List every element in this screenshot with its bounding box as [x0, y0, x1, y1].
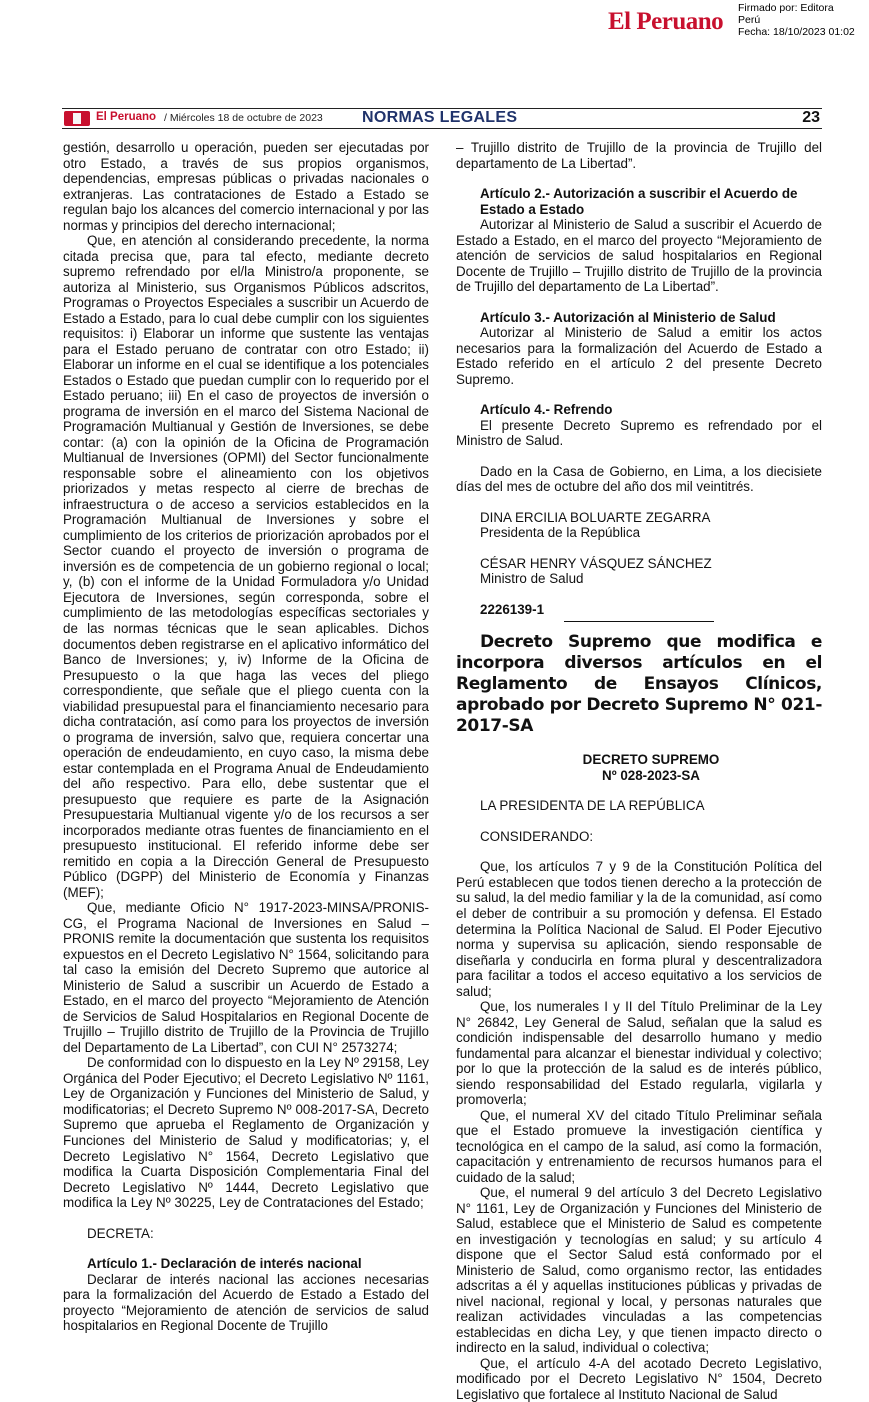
- left-column: [63, 140, 429, 1334]
- spacer: [456, 587, 822, 602]
- spacer: [456, 844, 822, 859]
- signatory-2-role: Ministro de Salud: [480, 571, 584, 587]
- signature-date: Fecha: 18/10/2023 01:02: [738, 26, 855, 38]
- signatory-1-name: DINA ERCILIA BOLUARTE ZEGARRA: [480, 509, 711, 525]
- page-header: [62, 108, 822, 130]
- decree-label: DECRETO SUPREMO: [582, 752, 720, 768]
- signatory-2-name: CÉSAR HENRY VÁSQUEZ SÁNCHEZ: [480, 555, 712, 571]
- paragraph: Que, los artículos 7 y 9 de la Constitución Política del Perú establecen que todos tienen derecho a la protección de su salud, la del medio familiar y la de la comunidad, así como el deber de contribuir a su promoción y defensa. El Estado determina la Política Nacional de Salud. El Poder Ejecutivo norma y supervisa su aplicación, siendo responsable de diseñarla y conducirla en forma plural y descentralizadora para facilitar a todos el acceso equitativo a los servicios de salud;: [456, 859, 822, 999]
- spacer: [456, 295, 822, 310]
- decree-number: Nº 028-2023-SA: [602, 767, 700, 783]
- spacer: [456, 814, 822, 829]
- paragraph: – Trujillo distrito de Trujillo de la provincia de Trujillo del departamento de La Libertad”.: [456, 140, 822, 171]
- paragraph: Que, el artículo 4-A del acotado Decreto Legislativo, modificado por el Decreto Legislativo N° 1504, Decreto Legislativo que fortalece al Instituto Nacional de Salud: [456, 1355, 822, 1402]
- spacer: [456, 541, 822, 556]
- considerando-heading: CONSIDERANDO:: [480, 828, 594, 844]
- document-code: 2226139-1: [480, 601, 545, 617]
- article-3-title: Artículo 3.- Autorización al Ministerio de Salud: [480, 309, 776, 325]
- signature-signed-by: Firmado por: Editora: [738, 2, 834, 14]
- decreta-heading: DECRETA:: [87, 1225, 154, 1241]
- dado-paragraph: Dado en la Casa de Gobierno, en Lima, a los diecisiete días del mes de octubre del año dos mil veintitrés.: [456, 463, 822, 495]
- spacer: [456, 449, 822, 464]
- paragraph: Que, los numerales I y II del Título Preliminar de la Ley N° 26842, Ley General de Salud, señalan que la salud es condición indispensable del desarrollo humano y medio fundamental para alcanzar el bienestar individual y colectivo; por lo que la protección de la salud es de interés público, siendo responsabilidad del Estado regularla, vigilarla y promoverla;: [456, 999, 822, 1108]
- spacer: [456, 737, 822, 752]
- right-column: [456, 140, 822, 1402]
- article-3-body: Autorizar al Ministerio de Salud a emitir los actos necesarios para la formalización del Acuerdo de Estado a Estado referido en el artículo 2 del presente Decreto Supremo.: [456, 325, 822, 387]
- spacer: [456, 495, 822, 510]
- separator-rule: [564, 621, 714, 622]
- article-4-title: Artículo 4.- Refrendo: [480, 402, 613, 418]
- paragraph: Que, en atención al considerando precedente, la norma citada precisa que, para tal efecto, mediante decreto supremo refrendado por el/la Ministro/a proponente, se autoriza al Ministerio, sus Organismos Públicos adscritos, Programas o Proyectos Especiales a suscribir un Acuerdo de Estado a Estado, para lo cual debe cumplir con los siguientes requisitos: i) Elaborar un informe que sustente las ventajas para el Estado peruano de contratar con otro Estado; ii) Elaborar un informe en el cual se identifique a los potenciales Estados o Estado que puedan cumplir con lo requerido por el Estado peruano; iii) En el caso de proyectos de inversión o programa de inversión en el marco del Sistema Nacional de Programación Multianual y Gestión de Inversiones, se debe contar: (a) con la opinión de la Oficina de Programación Multianual de Inversiones (OPMI) del Sector funcionalmente responsable sobre el alineamiento con los objetivos priorizados y metas respecto al cierre de brechas de infraestructura o de acceso a servicios establecidos en la Programación Multianual de Inversiones y sobre el cumplimiento de los criterios de priorización aprobados por el Sector cuando el proyecto de inversión o programa de inversión es de competencia de un gobierno regional o local; y, (b) con el informe de la Unidad Formuladora y/o Unidad Ejecutora de Inversiones, según corresponda, sobre el cumplimiento de las metodologías específicas sectoriales y de las normas técnicas que le sean aplicables. Dichos documentos deben registrarse en el aplicativo informático del Banco de Inversiones; y, iv) Informe de la Oficina de Presupuesto o la que haga las veces del pliego correspondiente, que señale que el pliego cuenta con la viabilidad presupuestal para el financiamiento necesario para dicha contratación, así como para los proyectos de inversión o programa de inversión, salvo que, requiera concertar una operación de endeudamiento, en cuyo caso, la misma debe estar contemplada en el Programa Anual de Endeudamiento del año respectivo. Para ello, debe sustentar que el presupuesto que requiere es parte de la Asignación Presupuestaria Multianual vigente y/o de los recursos a ser incorporados mediante otras fuentes de financiamiento en el presupuesto institucional. El referido informe debe ser remitido en copia a la Dirección General de Presupuesto Público (DGPP) del Ministerio de Economía y Finanzas (MEF);: [63, 233, 429, 900]
- signature-signed-by-2: Perú: [738, 14, 761, 26]
- page-number: 23: [802, 109, 820, 126]
- spacer: [63, 1241, 429, 1256]
- header-rule-bottom: [62, 128, 822, 129]
- paragraph: Que, el numeral XV del citado Título Preliminar señala que el Estado promueve la investigación científica y tecnológica en el campo de la salud, así como la formación, capacitación y entrenamiento de recursos humanos para el cuidado de la salud;: [456, 1107, 822, 1185]
- article-2-body: Autorizar al Ministerio de Salud a suscribir el Acuerdo de Estado a Estado, en el marco del proyecto “Mejoramiento de atención de servicios de salud hospitalarios en Regional Docente de Trujillo – Trujillo distrito de Trujillo de la provincia de Trujillo del departamento de La Libertad”.: [456, 217, 822, 295]
- coat-of-arms-icon: [64, 111, 90, 126]
- header-date: / Miércoles 18 de octubre de 2023: [164, 112, 323, 124]
- spacer: [456, 783, 822, 798]
- paragraph: gestión, desarrollo u operación, pueden ser ejecutadas por otro Estado, a través de sus propios organismos, dependencias, empresas públicas o privadas nacionales o extranjeras. Las contrataciones de Estado a Estado se regulan bajo los alcances del comercio internacional y por las normas y principios del derecho internacional;: [63, 140, 429, 233]
- decree-title: Decreto Supremo que modifica e incorpora diversos artículos en el Reglamento de Ensayos Clínicos, aprobado por Decreto Supremo N° 021-2017-SA: [456, 632, 822, 737]
- spacer: [63, 1211, 429, 1226]
- paragraph: Que, mediante Oficio N° 1917-2023-MINSA/PRONIS-CG, el Programa Nacional de Inversiones en Salud – PRONIS remite la documentación que sustenta los requisitos expuestos en el Decreto Legislativo N° 1564, solicitando para tal caso la emisión del Decreto Supremo que autorice al Ministerio de Salud a suscribir un Acuerdo de Estado a Estado, en el marco del proyecto “Mejoramiento de Atención de Servicios de Salud Hospitalarios en Regional Docente de Trujillo – Trujillo distrito de Trujillo de la Provincia de Trujillo del Departamento de La Libertad”, con CUI N° 2573274;: [63, 900, 429, 1055]
- signatory-1-role: Presidenta de la República: [480, 525, 641, 541]
- signature-logo: El Peruano: [608, 8, 724, 35]
- presidenta-heading: LA PRESIDENTA DE LA REPÚBLICA: [480, 798, 705, 814]
- header-logo: El Peruano: [96, 111, 157, 123]
- spacer: [456, 171, 822, 186]
- article-1-title: Artículo 1.- Declaración de interés nacional: [87, 1256, 362, 1272]
- article-4-body: El presente Decreto Supremo es refrendado por el Ministro de Salud.: [456, 417, 822, 449]
- article-1-body: Declarar de interés nacional las acciones necesarias para la formalización del Acuerdo de Estado a Estado del proyecto “Mejoramiento de atención de servicios de salud hospitalarios en Regional Docente de Trujillo: [63, 1271, 429, 1334]
- article-2-title: Artículo 2.- Autorización a suscribir el Acuerdo de Estado a Estado: [480, 186, 798, 217]
- paragraph: De conformidad con lo dispuesto en la Ley Nº 29158, Ley Orgánica del Poder Ejecutivo; el Decreto Legislativo Nº 1161, Ley de Organización y Funciones del Ministerio de Salud, y modificatorias; el Decreto Supremo Nº 008-2017-SA, Decreto Supremo que aprueba el Reglamento de Organización y Funciones del Ministerio de Salud y modificatorias; y, el Decreto Legislativo N° 1564, Decreto Legislativo que modifica la Cuarta Disposición Complementaria Final del Decreto Legislativo Nº 1444, Decreto Legislativo que modifica la Ley Nº 30225, Ley de Contrataciones del Estado;: [63, 1055, 429, 1211]
- header-section: NORMAS LEGALES: [362, 109, 518, 126]
- digital-signature: [738, 2, 855, 38]
- spacer: [456, 387, 822, 402]
- paragraph: Que, el numeral 9 del artículo 3 del Decreto Legislativo N° 1161, Ley de Organización y Funciones del Ministerio de Salud, establece que el Ministerio de Salud es competente en investigación y tecnologías en salud; y su artículo 4 dispone que el Sector Salud está conformado por el Ministerio de Salud, como organismo rector, las entidades adscritas a él y aquellas instituciones públicas y privadas de nivel nacional, regional y local, y personas naturales que realizan actividades vinculadas a las competencias establecidas en dicha Ley, y que tienen impacto directo o indirecto en la salud, individual o colectiva;: [456, 1185, 822, 1356]
